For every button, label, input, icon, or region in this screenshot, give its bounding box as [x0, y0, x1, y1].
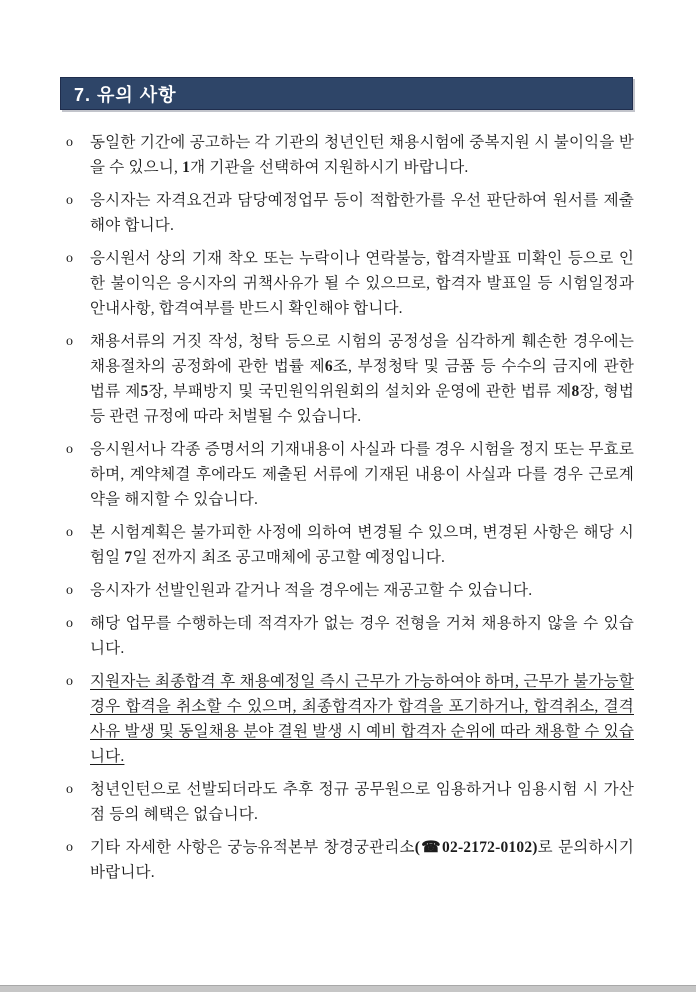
bullet-marker: o: [66, 525, 73, 540]
notice-text: 본 시험계획은 불가피한 사정에 의하여 변경될 수 있으며, 변경된 사항은 해당 시험일 7일 전까지 최조 공고매체에 공고할 예정입니다.: [90, 524, 634, 566]
notice-text: 기타 자세한 사항은 궁능유적본부 창경궁관리소(☎02-2172-0102)로 문의하시기 바랍니다.: [90, 839, 634, 881]
notice-item: [66, 188, 634, 238]
notice-item: [66, 578, 634, 603]
notice-item: [66, 246, 634, 321]
section-header-bar: [60, 77, 633, 110]
notice-text: 채용서류의 거짓 작성, 청탁 등으로 시험의 공정성을 심각하게 훼손한 경우에는 채용절차의 공정화에 관한 법률 제6조, 부정청탁 및 금품 등 수수의 금지에 관한 법류 제5장, 부패방지 및 국민원익위원회의 설치와 운영에 관한 법류 제8장, 형법 등 관련 규정에 따라 처벌될 수 있습니다.: [90, 333, 634, 425]
notice-item: [66, 777, 634, 827]
bullet-marker: o: [66, 251, 73, 266]
bullet-marker: o: [66, 135, 73, 150]
notice-text: 응시원서나 각종 증명서의 기재내용이 사실과 다를 경우 시험을 정지 또는 무효로 하며, 계약체결 후에라도 제출된 서류에 기재된 내용이 사실과 다를 경우 근로계약을 해지할 수 있습니다.: [90, 441, 634, 508]
bullet-marker: o: [66, 193, 73, 208]
notice-item: [66, 437, 634, 512]
bullet-marker: o: [66, 840, 73, 855]
notice-text: 응시원서 상의 기재 착오 또는 누락이나 연락불능, 합격자발표 미확인 등으로 인한 불이익은 응시자의 귀책사유가 될 수 있으므로, 합격자 발표일 등 시험일정과 안내사항, 합격여부를 반드시 확인해야 합니다.: [90, 250, 634, 317]
notice-item: [66, 520, 634, 570]
page-bottom-bar: [0, 985, 696, 992]
notice-text: 지원자는 최종합격 후 채용예정일 즉시 근무가 가능하여야 하며, 근무가 불가능할 경우 합격을 취소할 수 있으며, 최종합격자가 합격을 포기하거나, 합격취소, 결격사유 발생 및 동일채용 분야 결원 발생 시 예비 합격자 순위에 따라 채용할 수 있습니다.: [90, 673, 634, 765]
bullet-marker: o: [66, 583, 73, 598]
notice-text: 청년인턴으로 선발되더라도 추후 정규 공무원으로 임용하거나 임용시험 시 가산점 등의 혜택은 없습니다.: [90, 781, 634, 823]
notice-text: 응시자가 선발인원과 같거나 적을 경우에는 재공고할 수 있습니다.: [90, 582, 533, 599]
notice-text: 동일한 기간에 공고하는 각 기관의 청년인턴 채용시험에 중복지원 시 불이익을 받을 수 있으니, 1개 기관을 선택하여 지원하시기 바랍니다.: [90, 134, 634, 176]
bullet-marker: o: [66, 674, 73, 689]
notice-text: 해당 업무를 수행하는데 적격자가 없는 경우 전형을 거쳐 채용하지 않을 수 있습니다.: [90, 615, 634, 657]
notice-text: 응시자는 자격요건과 담당예정업무 등이 적합한가를 우선 판단하여 원서를 제출해야 합니다.: [90, 192, 634, 234]
notice-item: [66, 130, 634, 180]
notice-item: [66, 611, 634, 661]
notice-item: [66, 329, 634, 429]
notice-item: [66, 835, 634, 885]
bullet-marker: o: [66, 782, 73, 797]
bullet-marker: o: [66, 442, 73, 457]
section-title: 7. 유의 사항: [74, 84, 177, 105]
notice-list: [66, 130, 634, 893]
bullet-marker: o: [66, 334, 73, 349]
bullet-marker: o: [66, 616, 73, 631]
notice-item: [66, 669, 634, 769]
